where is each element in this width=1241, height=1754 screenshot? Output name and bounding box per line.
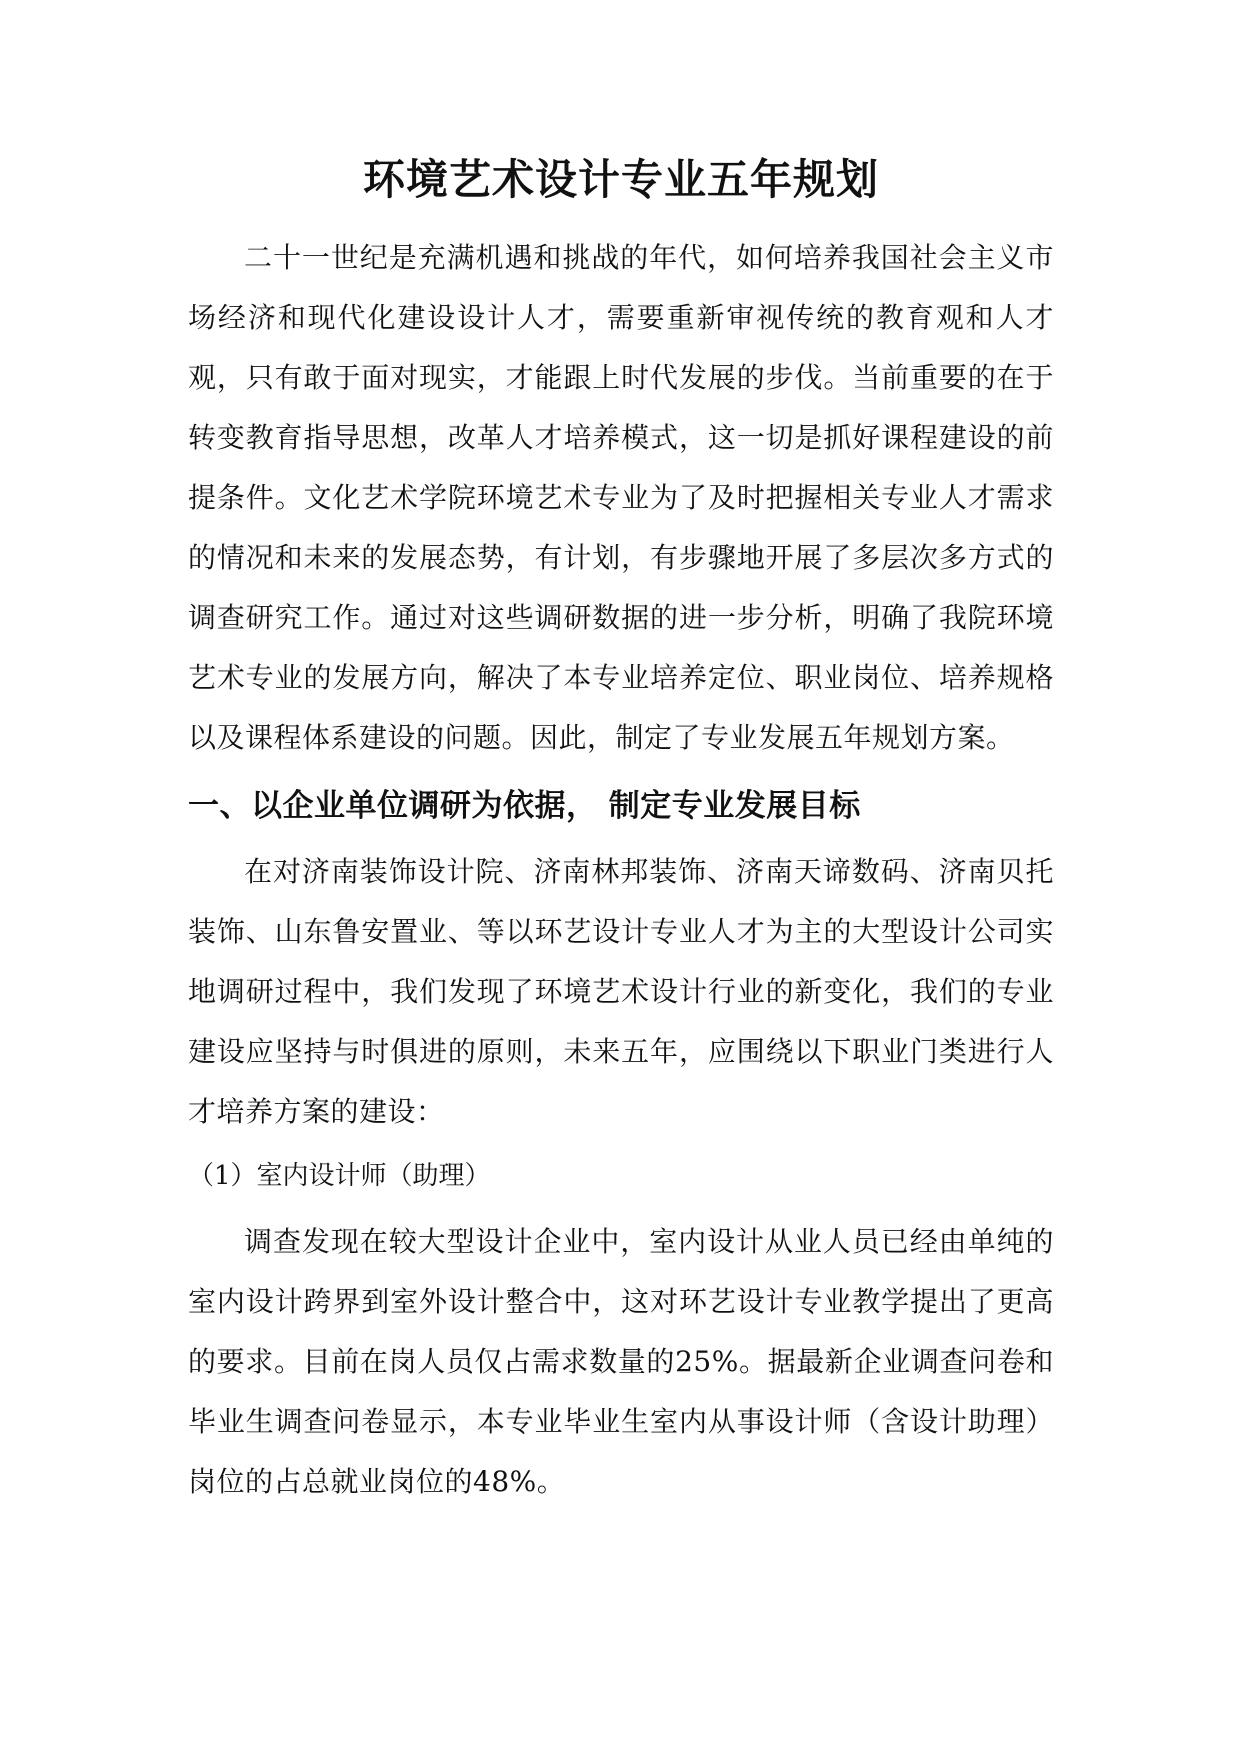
intro-paragraph: 二十一世纪是充满机遇和挑战的年代，如何培养我国社会主义市场经济和现代化建设设计人才，需要重新审视传统的教育观和人才观，只有敢于面对现实，才能跟上时代发展的步伐。当前重要的在于转变教育指导思想，改革人才培养模式，这一切是抓好课程建设的前提条件。文化艺术学院环境艺术专业为了及时把握相关专业人才需求的情况和未来的发展态势，有计划，有步骤地开展了多层次多方式的调查研究工作。通过对这些调研数据的进一步分析，明确了我院环境艺术专业的发展方向，解决了本专业培养定位、职业岗位、培养规格以及课程体系建设的问题。因此，制定了专业发展五年规划方案。 xyxy=(188,241,1054,754)
section-heading: 一、以企业单位调研为依据， 制定专业发展目标 xyxy=(188,788,861,824)
section-paragraph: 在对济南装饰设计院、济南林邦装饰、济南天谛数码、济南贝托装饰、山东鲁安置业、等以环艺设计专业人才为主的大型设计公司实地调研过程中，我们发现了环境艺术设计行业的新变化，我们的专业建设应坚持与时俱进的原则，未来五年，应围绕以下职业门类进行人才培养方案的建设： xyxy=(188,855,1054,1128)
document-title: 环境艺术设计专业五年规划 xyxy=(362,155,879,204)
subsection-label: （1）室内设计师（助理） xyxy=(188,1161,491,1191)
document-body xyxy=(188,148,1054,1512)
subsection-paragraph: 调查发现在较大型设计企业中，室内设计从业人员已经由单纯的室内设计跨界到室外设计整合中，这对环艺设计专业教学提出了更高的要求。目前在岗人员仅占需求数量的25%。据最新企业调查问卷和毕业生调查问卷显示，本专业毕业生室内从事设计师（含设计助理）岗位的占总就业岗位的48%。 xyxy=(188,1225,1054,1498)
